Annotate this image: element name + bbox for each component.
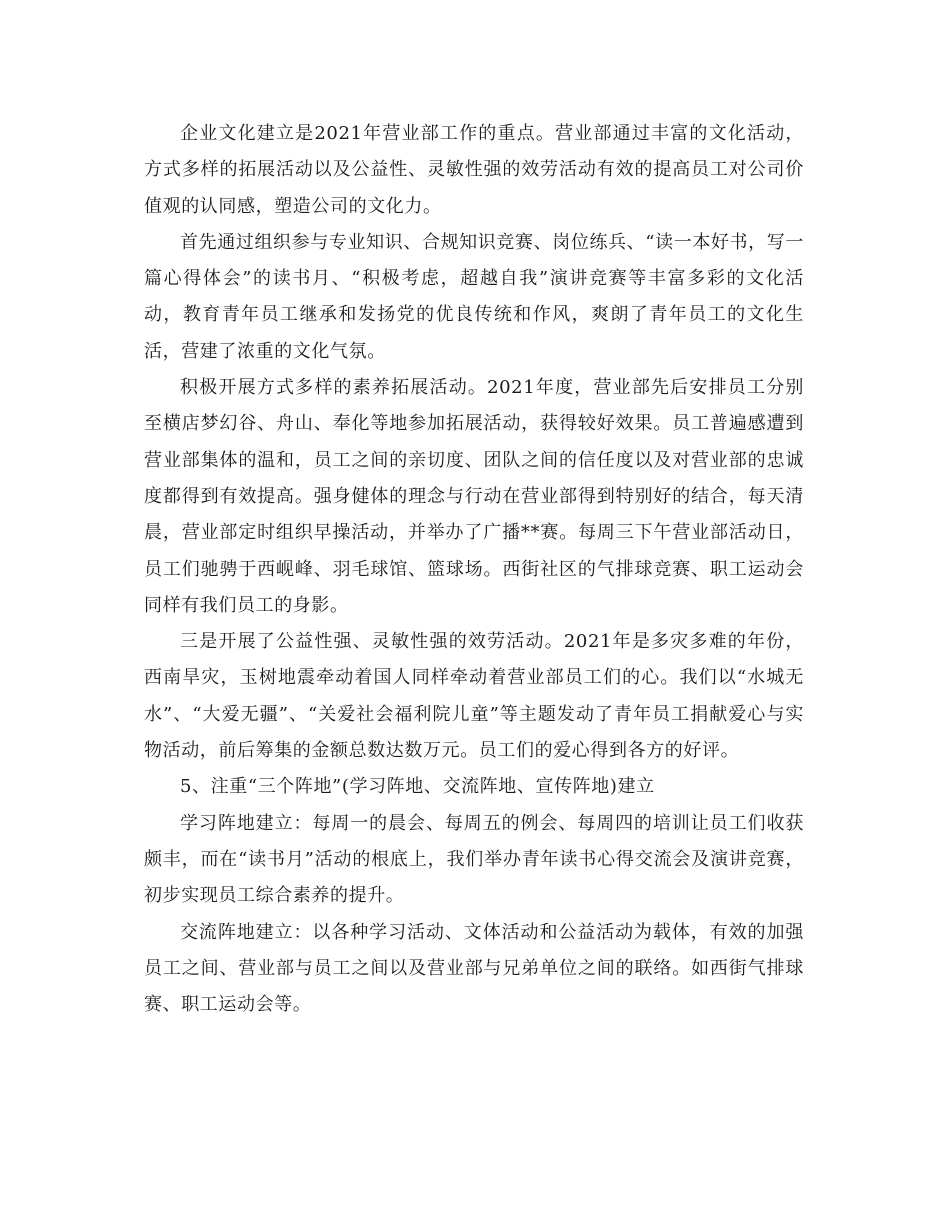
section-heading-three-positions: 5、注重“三个阵地”(学习阵地、交流阵地、宣传阵地)建立: [180, 776, 655, 798]
paragraph-outreach-activities: 积极开展方式多样的素养拓展活动。2021年度，营业部先后安排员工分别至横店梦幻谷、舟山、奉化等地参加拓展活动，获得较好效果。员工普遍感遭到营业部集体的温和，员工之间的亲切度、团队之间的信任度以及对营业部的忠诚度都得到有效提高。强身健体的理念与行动在营业部得到特别好的结合，每天清晨，营业部定时组织早操活动，并举办了广播**赛。每周三下午营业部活动日，员工们驰骋于西岘峰、羽毛球馆、篮球场。西街社区的气排球竞赛、职工运动会同样有我们员工的身影。: [144, 377, 804, 616]
paragraph-exchange-position: 交流阵地建立：以各种学习活动、文体活动和公益活动为载体，有效的加强员工之间、营业部与员工之间以及营业部与兄弟单位之间的联络。如西街气排球赛、职工运动会等。: [144, 921, 804, 1016]
document-body: [144, 116, 804, 1023]
paragraph-cultural-activities: 首先通过组织参与专业知识、合规知识竞赛、岗位练兵、“读一本好书，写一篇心得体会”的读书月、“积极考虑，超越自我”演讲竞赛等丰富多彩的文化活动，教育青年员工继承和发扬党的优良传统和作风，爽朗了青年员工的文化生活，营建了浓重的文化气氛。: [144, 231, 804, 362]
paragraph-learning-position: 学习阵地建立：每周一的晨会、每周五的例会、每周四的培训让员工们收获颇丰，而在“读书月”活动的根底上，我们举办青年读书心得交流会及演讲竞赛，初步实现员工综合素养的提升。: [144, 812, 804, 907]
paragraph-corporate-culture: 企业文化建立是2021年营业部工作的重点。营业部通过丰富的文化活动，方式多样的拓展活动以及公益性、灵敏性强的效劳活动有效的提高员工对公司价值观的认同感，塑造公司的文化力。: [144, 123, 804, 217]
paragraph-public-service: 三是开展了公益性强、灵敏性强的效劳活动。2021年是多灾多难的年份，西南旱灾，玉树地震牵动着国人同样牵动着营业部员工们的心。我们以“水城无水”、“大爱无疆”、“关爱社会福利院儿童”等主题发动了青年员工捐献爱心与实物活动，前后筹集的金额总数达数万元。员工们的爱心得到各方的好评。: [144, 631, 804, 762]
